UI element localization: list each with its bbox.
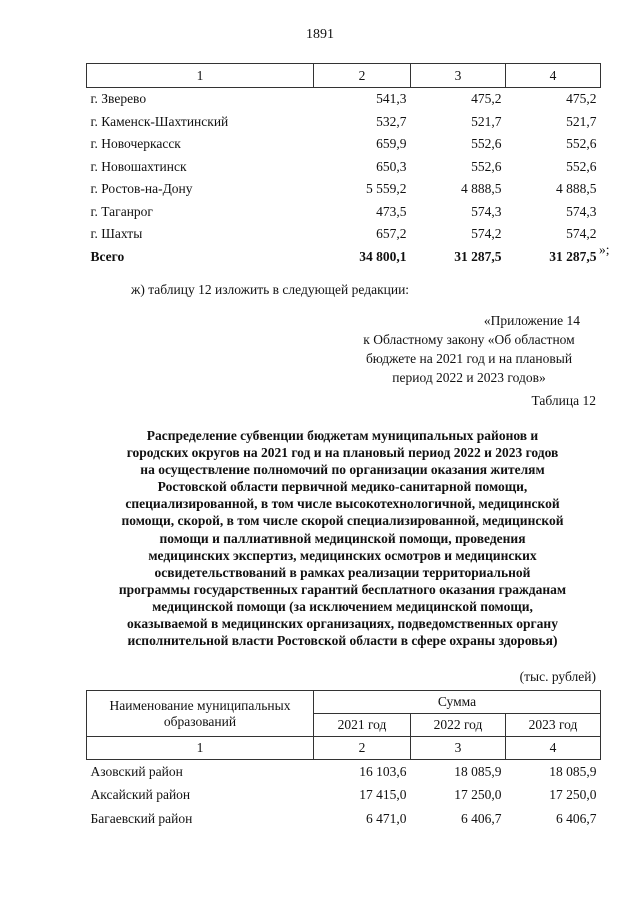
title-line: программы государственных гарантий бесплатного оказания гражданам <box>118 581 567 597</box>
table-row <box>87 111 601 134</box>
row-name: Азовский район <box>90 763 183 779</box>
value-2023: 574,2 <box>566 226 597 242</box>
title-line: освидетельствований в рамках реализации территориальной <box>154 564 531 580</box>
value-2021: 659,9 <box>376 136 407 152</box>
value-2021: 532,7 <box>376 113 407 129</box>
value-2023: 574,3 <box>566 203 597 219</box>
table-row <box>87 201 601 224</box>
value-2023: 552,6 <box>566 158 597 174</box>
title-line: на осуществление полномочий по организации оказания жителям <box>140 462 545 478</box>
value-2022: 574,3 <box>471 203 502 219</box>
table-title <box>80 427 605 649</box>
appendix-reference <box>340 311 598 387</box>
value-2023: 521,7 <box>566 113 597 129</box>
value-2021: 541,3 <box>376 91 407 107</box>
table-continuation <box>86 63 601 268</box>
table-label: Таблица 12 <box>531 393 596 408</box>
value-2022: 18 085,9 <box>454 763 502 779</box>
total-row <box>87 246 601 269</box>
value-2021: 5 559,2 <box>366 181 407 197</box>
title-line: городских округов на 2021 год и на плановый период 2022 и 2023 годов <box>126 445 559 461</box>
table-row <box>87 156 601 179</box>
year-2022-header: 2022 год <box>411 714 506 737</box>
closing-quote: »; <box>599 242 610 257</box>
column-number-3: 3 <box>411 64 506 88</box>
value-2021: 650,3 <box>376 158 407 174</box>
total-2023: 31 287,5 <box>549 248 597 264</box>
table-row <box>87 807 601 831</box>
table-row <box>87 223 601 246</box>
appendix-line: период 2022 и 2023 годов» <box>392 370 546 385</box>
year-2021-header: 2021 год <box>314 714 411 737</box>
row-name: Багаевский район <box>90 810 193 826</box>
column-number-4: 4 <box>506 737 601 760</box>
year-2023-header: 2023 год <box>506 714 601 737</box>
value-2022: 17 250,0 <box>454 787 502 803</box>
total-2022: 31 287,5 <box>454 248 502 264</box>
units-label: (тыс. рублей) <box>519 669 596 684</box>
value-2021: 657,2 <box>376 226 407 242</box>
total-label: Всего <box>90 248 125 264</box>
table-header-row <box>87 691 601 714</box>
row-name: г. Таганрог <box>90 203 153 219</box>
title-line: помощи и паллиативной медицинской помощи, проведения <box>159 530 526 546</box>
value-2021: 16 103,6 <box>359 763 407 779</box>
column-number-1: 1 <box>87 64 314 88</box>
column-number-2: 2 <box>314 64 411 88</box>
table-row <box>87 88 601 111</box>
appendix-line: бюджете на 2021 год и на плановый <box>365 351 573 366</box>
value-2022: 521,7 <box>471 113 502 129</box>
page-number: 1891 <box>306 27 334 42</box>
value-2023: 6 406,7 <box>556 810 597 826</box>
value-2022: 552,6 <box>471 158 502 174</box>
value-2021: 6 471,0 <box>366 810 407 826</box>
value-2022: 552,6 <box>471 136 502 152</box>
column-number-1: 1 <box>87 737 314 760</box>
title-line: Ростовской области первичной медико-санитарной помощи, <box>157 479 528 495</box>
appendix-line: к Областному закону «Об областном <box>363 332 575 347</box>
row-name: г. Шахты <box>90 226 143 242</box>
table-row <box>87 760 601 784</box>
amendment-paragraph: ж) таблицу 12 изложить в следующей редакции: <box>131 282 410 297</box>
table-header-row <box>87 64 601 88</box>
title-line: Распределение субвенции бюджетам муниципальных районов и <box>146 428 539 443</box>
value-2023: 18 085,9 <box>549 763 597 779</box>
table-row <box>87 178 601 201</box>
row-name: г. Новочеркасск <box>90 136 181 152</box>
title-line: специализированной, в том числе высокотехнологичной, медицинской <box>125 496 560 512</box>
total-2021: 34 800,1 <box>359 248 407 264</box>
row-name: г. Ростов-на-Дону <box>90 181 193 197</box>
value-2023: 552,6 <box>566 136 597 152</box>
column-number-4: 4 <box>506 64 601 88</box>
sum-column-header: Сумма <box>314 691 601 714</box>
title-line: медицинской помощи (за исключением медицинской помощи, <box>152 598 533 614</box>
column-numbering-row <box>87 737 601 760</box>
column-number-3: 3 <box>411 737 506 760</box>
column-number-2: 2 <box>314 737 411 760</box>
value-2023: 17 250,0 <box>549 787 597 803</box>
table-row <box>87 133 601 156</box>
value-2022: 4 888,5 <box>461 181 502 197</box>
table-row <box>87 784 601 808</box>
value-2023: 475,2 <box>566 91 597 107</box>
municipality-column-header: Наименование муниципальных образований <box>87 691 314 737</box>
value-2022: 6 406,7 <box>461 810 502 826</box>
row-name: г. Каменск-Шахтинский <box>90 113 229 129</box>
value-2022: 475,2 <box>471 91 502 107</box>
value-2022: 574,2 <box>471 226 502 242</box>
value-2021: 17 415,0 <box>359 787 407 803</box>
title-line: медицинских экспертиз, медицинских осмотров и медицинских <box>148 547 537 563</box>
row-name: Аксайский район <box>90 787 191 803</box>
row-name: г. Новошахтинск <box>90 158 187 174</box>
title-line: оказываемой в медицинских организациях, подведомственных органу <box>127 616 558 632</box>
title-line: исполнительной власти Ростовской области в сфере охраны здоровья) <box>127 633 558 649</box>
row-name: г. Зверево <box>90 91 147 107</box>
appendix-line: «Приложение 14 <box>483 313 580 328</box>
value-2021: 473,5 <box>376 203 407 219</box>
subvention-table <box>86 690 601 831</box>
title-line: помощи, скорой, в том числе скорой специализированной, медицинской <box>121 513 564 529</box>
value-2023: 4 888,5 <box>556 181 597 197</box>
